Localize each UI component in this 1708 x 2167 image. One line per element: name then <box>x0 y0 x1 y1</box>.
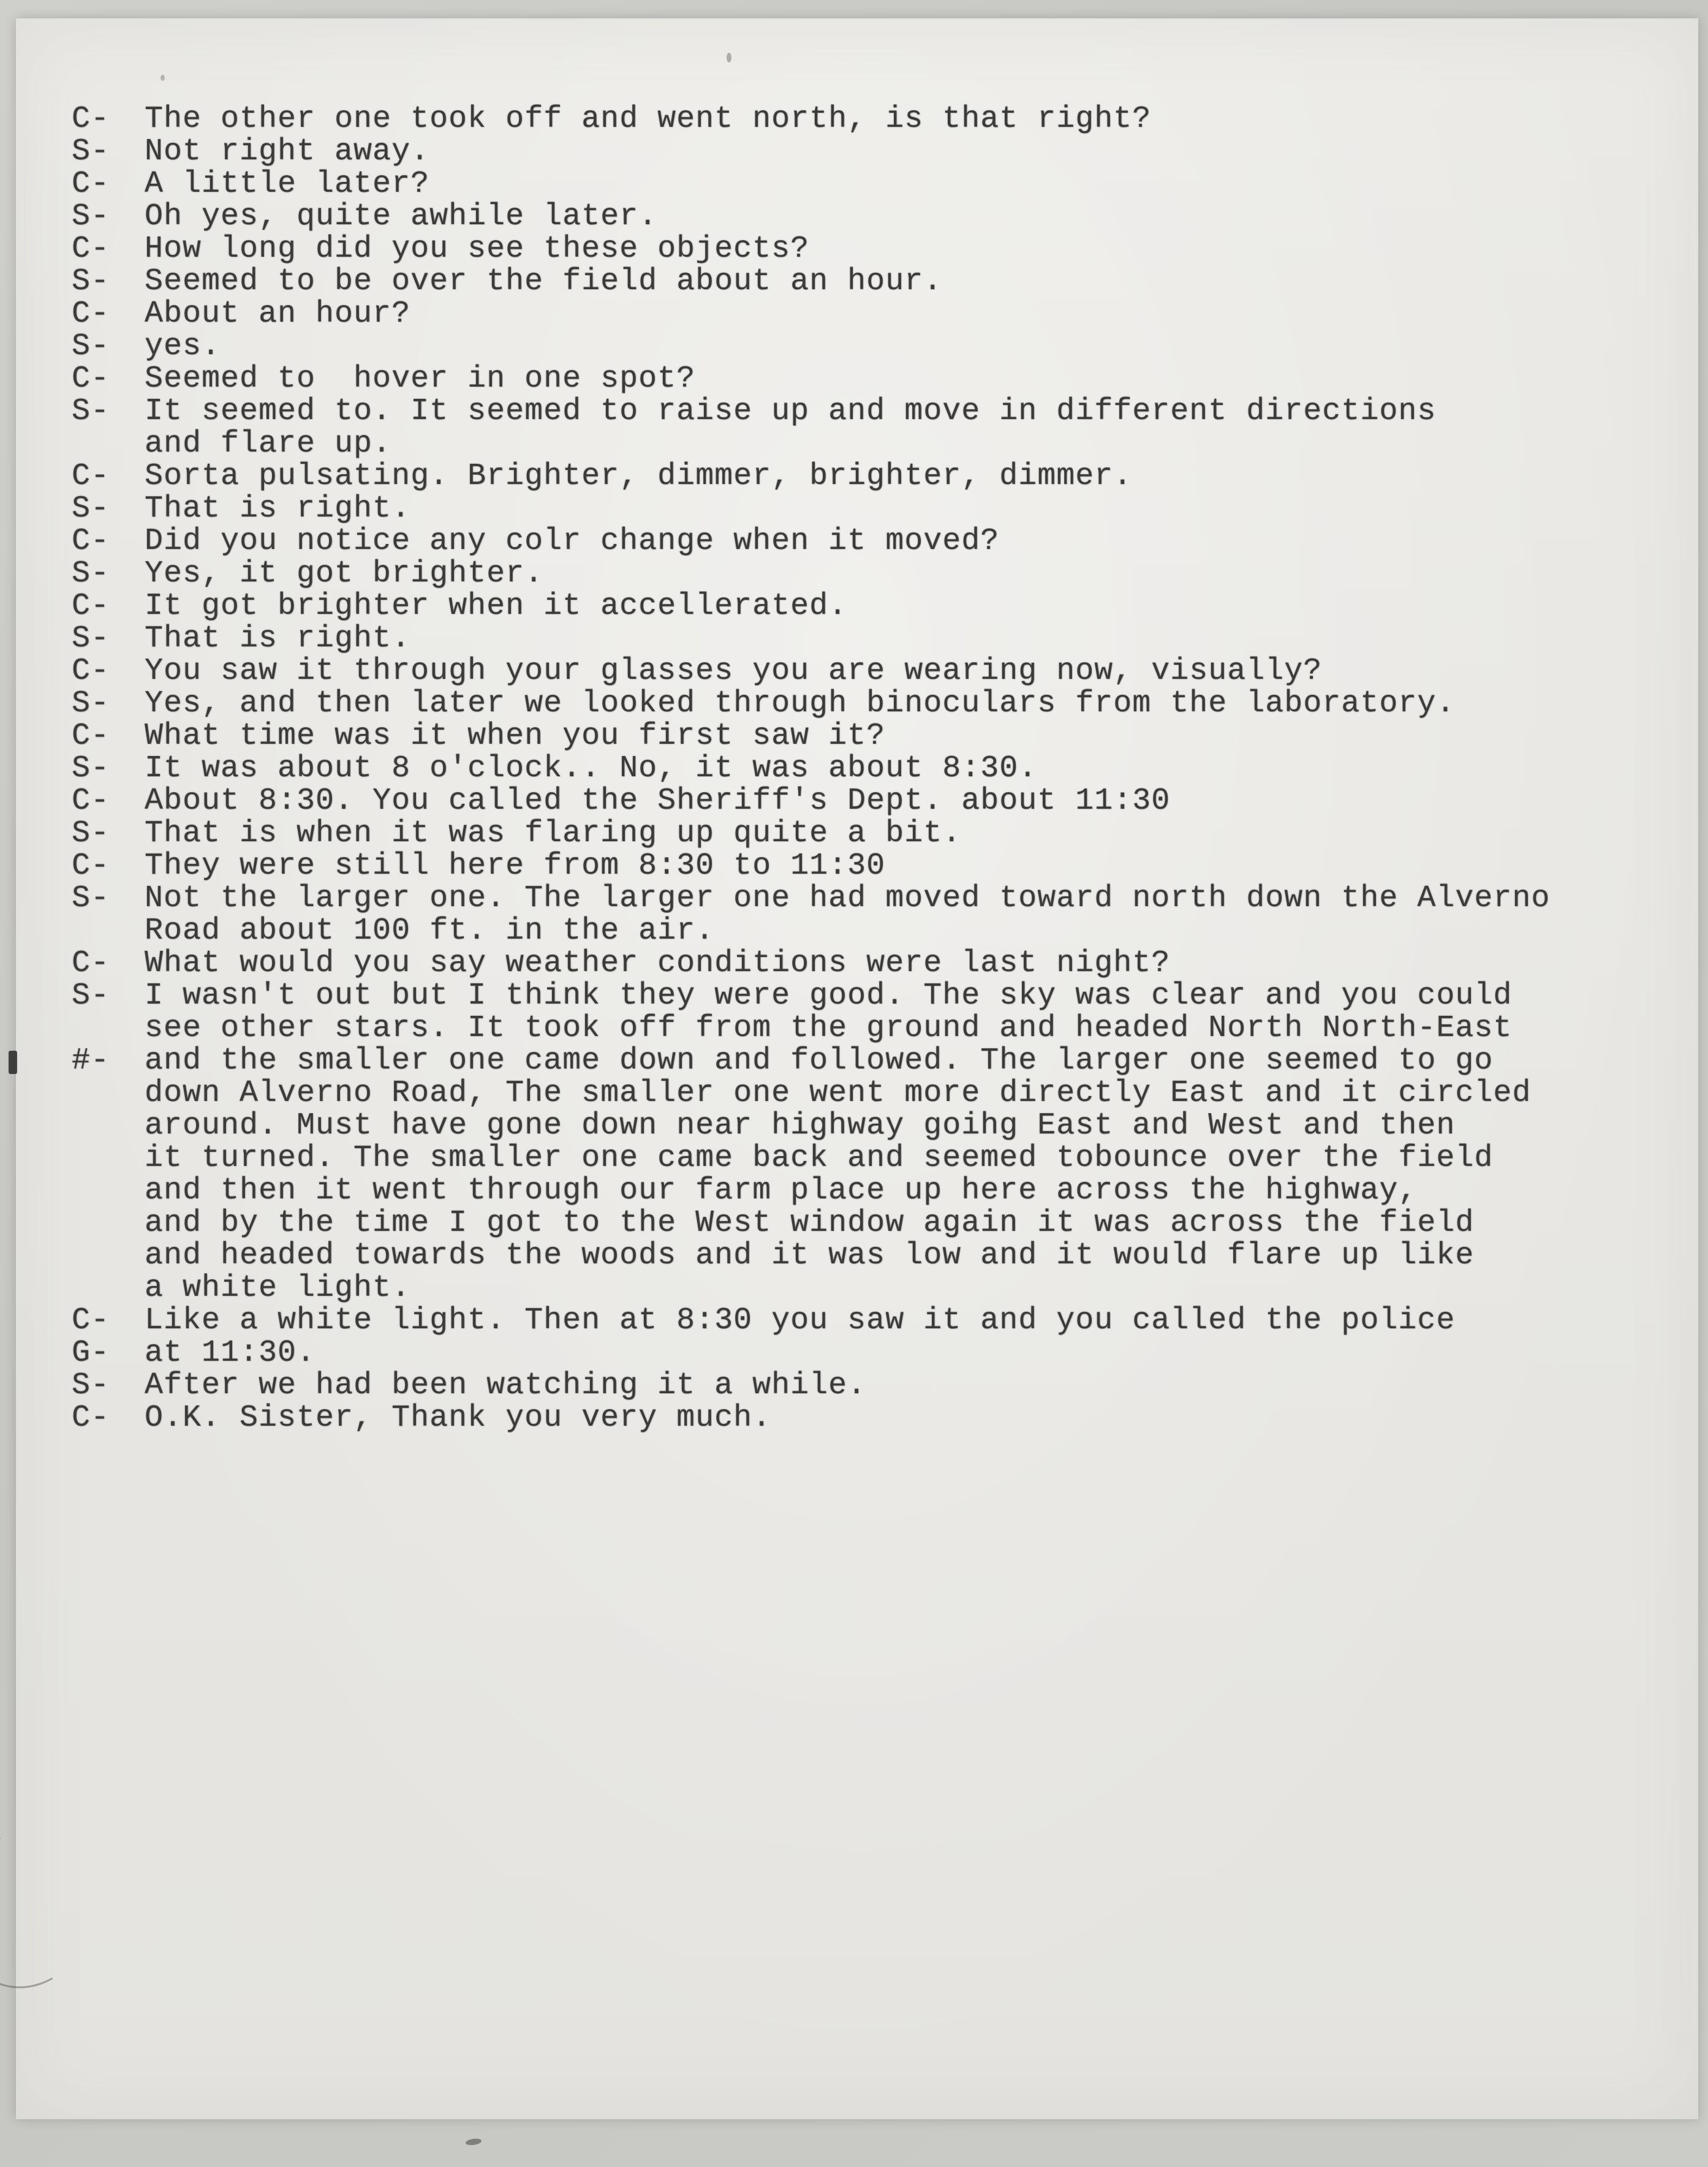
transcript-line <box>72 980 1674 1012</box>
line-text: What would you say weather conditions were last night? <box>145 946 1171 981</box>
transcript <box>72 103 1674 1434</box>
transcript-line <box>72 558 1674 590</box>
transcript-line <box>72 655 1674 687</box>
transcript-line <box>72 168 1674 200</box>
line-text: Road about 100 ft. in the air. <box>145 913 715 948</box>
transcript-line <box>72 298 1674 330</box>
transcript-line <box>72 850 1674 882</box>
transcript-line <box>72 817 1674 850</box>
paper-sheet <box>16 18 1698 2119</box>
transcript-line <box>72 1110 1674 1142</box>
transcript-line <box>72 233 1674 265</box>
scan-speck <box>727 53 731 62</box>
transcript-line <box>72 752 1674 785</box>
line-text: Did you notice any colr change when it moved? <box>145 524 1000 559</box>
speaker-label: C- <box>72 849 110 883</box>
speaker-label: S- <box>72 491 110 526</box>
line-text: What time was it when you first saw it? <box>145 719 886 754</box>
line-text: Not the larger one. The larger one had moved toward north down the Alverno <box>145 881 1551 916</box>
line-text: Seemed to hover in one spot? <box>145 361 696 396</box>
transcript-line <box>72 1304 1674 1337</box>
speaker-label: S- <box>72 621 110 656</box>
line-text: About an hour? <box>145 297 411 331</box>
transcript-line <box>72 330 1674 363</box>
speaker-label: S- <box>72 816 110 851</box>
line-text: How long did you see these objects? <box>145 232 810 267</box>
transcript-line <box>72 882 1674 915</box>
speaker-label: C- <box>72 459 110 494</box>
transcript-line <box>72 363 1674 395</box>
transcript-line <box>72 428 1674 460</box>
speaker-label: G- <box>72 1336 110 1371</box>
speaker-label: C- <box>72 232 110 267</box>
scan-speck <box>161 75 165 81</box>
transcript-line <box>72 1012 1674 1045</box>
speaker-label: S- <box>72 556 110 591</box>
speaker-label: S- <box>72 978 110 1013</box>
transcript-line <box>72 1239 1674 1272</box>
transcript-line <box>72 395 1674 428</box>
speaker-label: C- <box>72 654 110 689</box>
transcript-line <box>72 493 1674 525</box>
line-text: That is right. <box>145 491 411 526</box>
speaker-label: C- <box>72 361 110 396</box>
transcript-line <box>72 590 1674 622</box>
transcript-line <box>72 687 1674 720</box>
transcript-line <box>72 1142 1674 1174</box>
line-text: Seemed to be over the field about an hour. <box>145 264 943 299</box>
speaker-label: C- <box>72 784 110 819</box>
transcript-line <box>72 1272 1674 1304</box>
transcript-line <box>72 622 1674 655</box>
line-text: O.K. Sister, Thank you very much. <box>145 1401 772 1435</box>
transcript-line <box>72 1077 1674 1110</box>
speaker-label: C- <box>72 1303 110 1338</box>
line-text: Like a white light. Then at 8:30 you saw it and you called the police <box>145 1303 1456 1338</box>
speaker-label: S- <box>72 329 110 364</box>
line-text: That is right. <box>145 621 411 656</box>
speaker-label: S- <box>72 686 110 721</box>
transcript-line <box>72 720 1674 752</box>
speaker-label: C- <box>72 167 110 202</box>
speaker-label: S- <box>72 134 110 169</box>
line-text: and by the time I got to the West window again it was across the field <box>145 1206 1475 1241</box>
speaker-label: C- <box>72 297 110 331</box>
line-text: see other stars. It took off from the ground and headed North North-East <box>145 1011 1513 1046</box>
line-text: Yes, it got brighter. <box>145 556 544 591</box>
line-text: They were still here from 8:30 to 11:30 <box>145 849 886 883</box>
transcript-line <box>72 915 1674 947</box>
transcript-line <box>72 460 1674 493</box>
transcript-line <box>72 1337 1674 1369</box>
transcript-line <box>72 103 1674 135</box>
line-text: A little later? <box>145 167 430 202</box>
speaker-label: C- <box>72 102 110 137</box>
line-text: It got brighter when it accellerated. <box>145 589 848 624</box>
line-text: around. Must have gone down near highway goihg East and West and then <box>145 1108 1456 1143</box>
transcript-line <box>72 265 1674 298</box>
line-text: You saw it through your glasses you are wearing now, visually? <box>145 654 1323 689</box>
transcript-line <box>72 1174 1674 1207</box>
transcript-line <box>72 200 1674 233</box>
line-text: it turned. The smaller one came back and seemed tobounce over the field <box>145 1141 1494 1176</box>
line-text: Not right away. <box>145 134 430 169</box>
transcript-line <box>72 525 1674 558</box>
speaker-label: C- <box>72 1401 110 1435</box>
transcript-line <box>72 135 1674 168</box>
speaker-label: #- <box>72 1043 110 1078</box>
line-text: The other one took off and went north, is that right? <box>145 102 1152 137</box>
transcript-line <box>72 1207 1674 1239</box>
speaker-label: S- <box>72 1368 110 1403</box>
line-text: Oh yes, quite awhile later. <box>145 199 658 234</box>
line-text: and the smaller one came down and followed. The larger one seemed to go <box>145 1043 1494 1078</box>
line-text: and headed towards the woods and it was low and it would flare up like <box>145 1238 1475 1273</box>
speaker-label: C- <box>72 719 110 754</box>
line-text: It seemed to. It seemed to raise up and move in different directions <box>145 394 1437 429</box>
speaker-label: S- <box>72 199 110 234</box>
line-text: I wasn't out but I think they were good. The sky was clear and you could <box>145 978 1513 1013</box>
line-text: Sorta pulsating. Brighter, dimmer, brighter, dimmer. <box>145 459 1133 494</box>
line-text: at 11:30. <box>145 1336 316 1371</box>
speaker-label: S- <box>72 881 110 916</box>
transcript-line <box>72 947 1674 980</box>
speaker-label: C- <box>72 589 110 624</box>
line-text: and then it went through our farm place up here across the highway, <box>145 1173 1418 1208</box>
scan-smudge <box>465 2138 482 2146</box>
speaker-label: C- <box>72 524 110 559</box>
line-text: Yes, and then later we looked through binoculars from the laboratory. <box>145 686 1456 721</box>
speaker-label: C- <box>72 946 110 981</box>
line-text: a white light. <box>145 1271 411 1306</box>
line-text: That is when it was flaring up quite a bit. <box>145 816 962 851</box>
line-text: yes. <box>145 329 221 364</box>
transcript-line <box>72 1402 1674 1434</box>
speaker-label: S- <box>72 751 110 786</box>
transcript-line <box>72 1369 1674 1402</box>
line-text: down Alverno Road, The smaller one went more directly East and it circled <box>145 1076 1532 1111</box>
line-text: About 8:30. You called the Sheriff's Dept. about 11:30 <box>145 784 1171 819</box>
speaker-label: S- <box>72 394 110 429</box>
transcript-line <box>72 1045 1674 1077</box>
speaker-label: S- <box>72 264 110 299</box>
line-text: After we had been watching it a while. <box>145 1368 867 1403</box>
line-text: and flare up. <box>145 426 392 461</box>
line-text: It was about 8 o'clock.. No, it was about 8:30. <box>145 751 1038 786</box>
transcript-line <box>72 785 1674 817</box>
